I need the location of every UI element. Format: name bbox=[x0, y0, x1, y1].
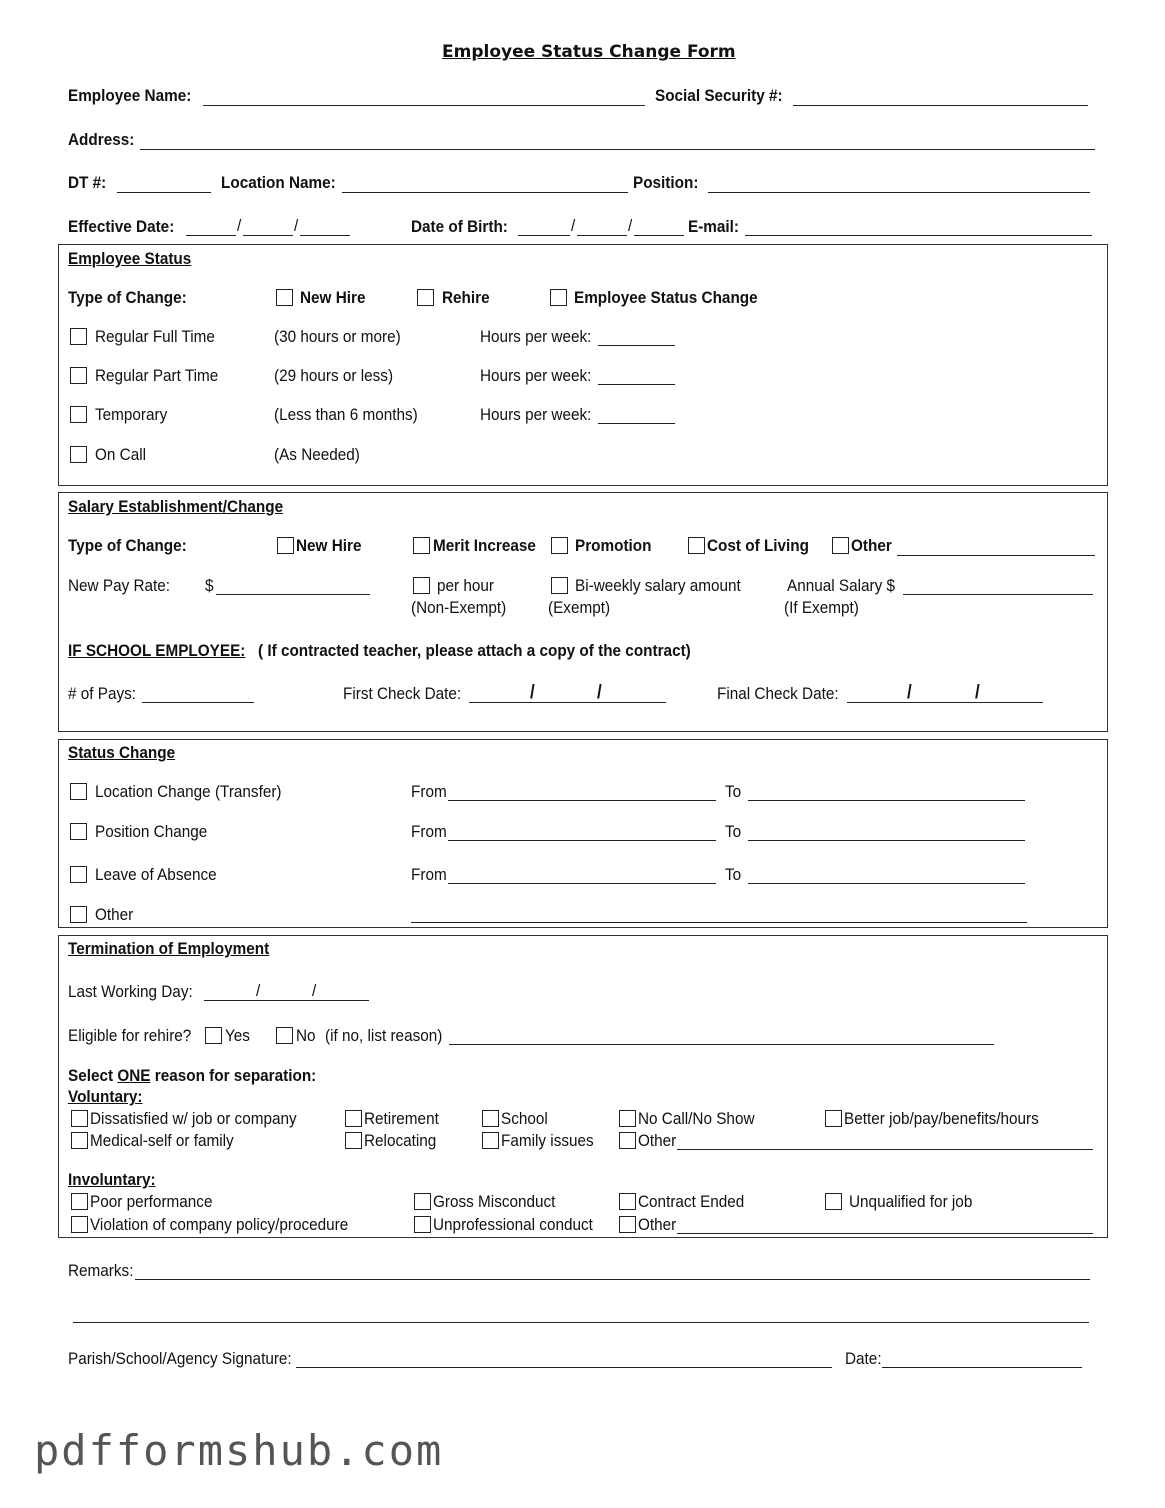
relocating-checkbox[interactable] bbox=[345, 1132, 362, 1149]
rehire-label: Rehire bbox=[442, 288, 490, 307]
location-to-field[interactable] bbox=[748, 800, 1025, 801]
salary-new-hire-checkbox[interactable] bbox=[277, 537, 294, 554]
regular-full-time-label: Regular Full Time bbox=[95, 327, 215, 346]
non-exempt-label: (Non-Exempt) bbox=[411, 598, 507, 617]
remarks-field-line-2[interactable] bbox=[73, 1322, 1089, 1323]
dissatisfied-checkbox[interactable] bbox=[71, 1110, 88, 1127]
to-label: To bbox=[725, 822, 742, 841]
status-other-field[interactable] bbox=[411, 922, 1027, 923]
school-checkbox[interactable] bbox=[482, 1110, 499, 1127]
from-label: From bbox=[411, 782, 447, 801]
employee-status-change-checkbox[interactable] bbox=[550, 289, 567, 306]
from-label: From bbox=[411, 822, 447, 841]
no-reason-label: (if no, list reason) bbox=[325, 1026, 443, 1045]
date-label: Date: bbox=[845, 1349, 882, 1368]
on-call-label: On Call bbox=[95, 445, 147, 464]
salary-heading: Salary Establishment/Change bbox=[68, 497, 284, 516]
signature-field[interactable] bbox=[296, 1367, 832, 1368]
dob-label: Date of Birth: bbox=[411, 217, 508, 236]
position-change-label: Position Change bbox=[95, 822, 208, 841]
location-name-field[interactable] bbox=[342, 192, 628, 193]
position-from-field[interactable] bbox=[448, 840, 716, 841]
num-pays-label: # of Pays: bbox=[68, 684, 137, 703]
gross-misconduct-label: Gross Misconduct bbox=[433, 1192, 556, 1211]
from-label: From bbox=[411, 865, 447, 884]
new-hire-checkbox[interactable] bbox=[276, 289, 293, 306]
policy-violation-label: Violation of company policy/procedure bbox=[90, 1215, 349, 1234]
effective-date-label: Effective Date: bbox=[68, 217, 175, 236]
poor-performance-label: Poor performance bbox=[90, 1192, 213, 1211]
effective-date-month[interactable] bbox=[186, 235, 236, 236]
employee-status-change-label: Employee Status Change bbox=[574, 288, 758, 307]
involuntary-other-field[interactable] bbox=[677, 1233, 1093, 1234]
position-change-checkbox[interactable] bbox=[70, 823, 87, 840]
first-check-date-field[interactable] bbox=[469, 702, 666, 703]
rehire-no-label: No bbox=[296, 1026, 316, 1045]
leave-of-absence-label: Leave of Absence bbox=[95, 865, 217, 884]
date-slash: / bbox=[628, 216, 633, 235]
date-slash: / bbox=[530, 682, 535, 703]
email-field[interactable] bbox=[745, 235, 1092, 236]
status-other-checkbox[interactable] bbox=[70, 906, 87, 923]
salary-other-checkbox[interactable] bbox=[832, 537, 849, 554]
regular-part-time-desc: (29 hours or less) bbox=[274, 366, 394, 385]
unqualified-label: Unqualified for job bbox=[849, 1192, 973, 1211]
select-reason-label: Select ONE reason for separation: bbox=[68, 1066, 317, 1085]
eligible-rehire-label: Eligible for rehire? bbox=[68, 1026, 192, 1045]
hours-per-week-label: Hours per week: bbox=[480, 366, 592, 385]
last-working-day-field[interactable] bbox=[204, 1000, 369, 1001]
salary-type-of-change-label: Type of Change: bbox=[68, 536, 187, 555]
voluntary-other-checkbox[interactable] bbox=[619, 1132, 636, 1149]
num-pays-field[interactable] bbox=[142, 702, 254, 703]
temporary-checkbox[interactable] bbox=[70, 406, 87, 423]
contract-ended-label: Contract Ended bbox=[638, 1192, 745, 1211]
poor-performance-checkbox[interactable] bbox=[71, 1193, 88, 1210]
leave-from-field[interactable] bbox=[448, 883, 716, 884]
employee-name-field[interactable] bbox=[203, 105, 645, 106]
involuntary-other-checkbox[interactable] bbox=[619, 1216, 636, 1233]
salary-new-hire-label: New Hire bbox=[296, 536, 362, 555]
dob-day[interactable] bbox=[577, 235, 627, 236]
position-to-field[interactable] bbox=[748, 840, 1025, 841]
rehire-checkbox[interactable] bbox=[417, 289, 434, 306]
unqualified-checkbox[interactable] bbox=[825, 1193, 842, 1210]
better-job-label: Better job/pay/benefits/hours bbox=[844, 1109, 1039, 1128]
remarks-label: Remarks: bbox=[68, 1261, 134, 1280]
first-check-date-label: First Check Date: bbox=[343, 684, 462, 703]
status-other-label: Other bbox=[95, 905, 134, 924]
status-change-heading: Status Change bbox=[68, 743, 176, 762]
date-slash: / bbox=[312, 981, 317, 1000]
date-slash: / bbox=[256, 981, 261, 1000]
rehire-no-checkbox[interactable] bbox=[276, 1027, 293, 1044]
biweekly-label: Bi-weekly salary amount bbox=[575, 576, 741, 595]
date-field[interactable] bbox=[882, 1367, 1082, 1368]
family-issues-label: Family issues bbox=[501, 1131, 594, 1150]
to-label: To bbox=[725, 865, 742, 884]
ssn-field[interactable] bbox=[793, 105, 1088, 106]
promotion-label: Promotion bbox=[575, 536, 652, 555]
promotion-checkbox[interactable] bbox=[551, 537, 568, 554]
last-working-day-label: Last Working Day: bbox=[68, 982, 193, 1001]
salary-other-field[interactable] bbox=[897, 555, 1095, 556]
no-call-no-show-checkbox[interactable] bbox=[619, 1110, 636, 1127]
date-slash: / bbox=[294, 216, 299, 235]
address-label: Address: bbox=[68, 130, 135, 149]
date-slash: / bbox=[237, 216, 242, 235]
type-of-change-label: Type of Change: bbox=[68, 288, 187, 307]
hours-per-week-label: Hours per week: bbox=[480, 405, 592, 424]
effective-date-year[interactable] bbox=[300, 235, 350, 236]
temporary-label: Temporary bbox=[95, 405, 168, 424]
final-check-date-label: Final Check Date: bbox=[717, 684, 839, 703]
regular-part-time-label: Regular Part Time bbox=[95, 366, 219, 385]
temporary-hours-field[interactable] bbox=[598, 423, 675, 424]
medical-checkbox[interactable] bbox=[71, 1132, 88, 1149]
cost-of-living-label: Cost of Living bbox=[707, 536, 809, 555]
hours-per-week-label: Hours per week: bbox=[480, 327, 592, 346]
unprofessional-conduct-checkbox[interactable] bbox=[414, 1216, 431, 1233]
dollar-sign: $ bbox=[205, 576, 214, 595]
exempt-label: (Exempt) bbox=[548, 598, 611, 617]
contract-ended-checkbox[interactable] bbox=[619, 1193, 636, 1210]
if-exempt-label: (If Exempt) bbox=[784, 598, 859, 617]
status-change-section bbox=[58, 739, 1108, 928]
regular-part-time-checkbox[interactable] bbox=[70, 367, 87, 384]
retirement-label: Retirement bbox=[364, 1109, 439, 1128]
no-call-no-show-label: No Call/No Show bbox=[638, 1109, 755, 1128]
involuntary-heading: Involuntary: bbox=[68, 1170, 156, 1189]
voluntary-other-label: Other bbox=[638, 1131, 677, 1150]
per-hour-label: per hour bbox=[437, 576, 494, 595]
rehire-yes-label: Yes bbox=[225, 1026, 250, 1045]
date-slash: / bbox=[597, 682, 602, 703]
voluntary-heading: Voluntary: bbox=[68, 1087, 143, 1106]
date-slash: / bbox=[975, 682, 980, 703]
annual-salary-label: Annual Salary $ bbox=[787, 576, 896, 595]
new-hire-label: New Hire bbox=[300, 288, 366, 307]
signature-label: Parish/School/Agency Signature: bbox=[68, 1349, 292, 1368]
family-issues-checkbox[interactable] bbox=[482, 1132, 499, 1149]
email-label: E-mail: bbox=[688, 217, 740, 236]
location-change-checkbox[interactable] bbox=[70, 783, 87, 800]
full-time-hours-field[interactable] bbox=[598, 345, 675, 346]
school-employee-heading: IF SCHOOL EMPLOYEE: bbox=[68, 641, 246, 660]
position-label: Position: bbox=[633, 173, 699, 192]
dt-label: DT #: bbox=[68, 173, 107, 192]
voluntary-other-field[interactable] bbox=[677, 1149, 1093, 1150]
location-name-label: Location Name: bbox=[221, 173, 336, 192]
no-reason-field[interactable] bbox=[449, 1044, 994, 1045]
regular-full-time-checkbox[interactable] bbox=[70, 328, 87, 345]
on-call-desc: (As Needed) bbox=[274, 445, 360, 464]
on-call-checkbox[interactable] bbox=[70, 446, 87, 463]
date-slash: / bbox=[907, 682, 912, 703]
regular-full-time-desc: (30 hours or more) bbox=[274, 327, 401, 346]
biweekly-checkbox[interactable] bbox=[551, 577, 568, 594]
gross-misconduct-checkbox[interactable] bbox=[414, 1193, 431, 1210]
unprofessional-conduct-label: Unprofessional conduct bbox=[433, 1215, 593, 1234]
employee-status-heading: Employee Status bbox=[68, 249, 192, 268]
to-label: To bbox=[725, 782, 742, 801]
form-title: Employee Status Change Form bbox=[442, 42, 736, 62]
employee-name-label: Employee Name: bbox=[68, 86, 192, 105]
dissatisfied-label: Dissatisfied w/ job or company bbox=[90, 1109, 297, 1128]
final-check-date-field[interactable] bbox=[847, 702, 1043, 703]
new-pay-rate-label: New Pay Rate: bbox=[68, 576, 171, 595]
part-time-hours-field[interactable] bbox=[598, 384, 675, 385]
relocating-label: Relocating bbox=[364, 1131, 437, 1150]
school-employee-note: ( If contracted teacher, please attach a copy of the contract) bbox=[258, 641, 691, 660]
effective-date-day[interactable] bbox=[243, 235, 293, 236]
salary-other-label: Other bbox=[851, 536, 892, 555]
rehire-yes-checkbox[interactable] bbox=[205, 1027, 222, 1044]
position-field[interactable] bbox=[708, 192, 1090, 193]
termination-heading: Termination of Employment bbox=[68, 939, 270, 958]
dt-field[interactable] bbox=[117, 192, 211, 193]
temporary-desc: (Less than 6 months) bbox=[274, 405, 418, 424]
involuntary-other-label: Other bbox=[638, 1215, 677, 1234]
school-label: School bbox=[501, 1109, 548, 1128]
leave-to-field[interactable] bbox=[748, 883, 1025, 884]
address-field[interactable] bbox=[140, 149, 1095, 150]
location-from-field[interactable] bbox=[448, 800, 716, 801]
annual-salary-field[interactable] bbox=[903, 594, 1093, 595]
ssn-label: Social Security #: bbox=[655, 86, 783, 105]
policy-violation-checkbox[interactable] bbox=[71, 1216, 88, 1233]
better-job-checkbox[interactable] bbox=[825, 1110, 842, 1127]
dob-month[interactable] bbox=[518, 235, 570, 236]
watermark: pdfformshub.com bbox=[34, 1426, 444, 1475]
dob-year[interactable] bbox=[634, 235, 684, 236]
retirement-checkbox[interactable] bbox=[345, 1110, 362, 1127]
location-change-label: Location Change (Transfer) bbox=[95, 782, 282, 801]
medical-label: Medical-self or family bbox=[90, 1131, 234, 1150]
merit-increase-label: Merit Increase bbox=[433, 536, 536, 555]
employee-status-section bbox=[58, 244, 1108, 486]
cost-of-living-checkbox[interactable] bbox=[688, 537, 705, 554]
date-slash: / bbox=[571, 216, 576, 235]
merit-increase-checkbox[interactable] bbox=[413, 537, 430, 554]
per-hour-checkbox[interactable] bbox=[413, 577, 430, 594]
new-pay-rate-field[interactable] bbox=[216, 594, 370, 595]
leave-of-absence-checkbox[interactable] bbox=[70, 866, 87, 883]
remarks-field[interactable] bbox=[135, 1279, 1090, 1280]
